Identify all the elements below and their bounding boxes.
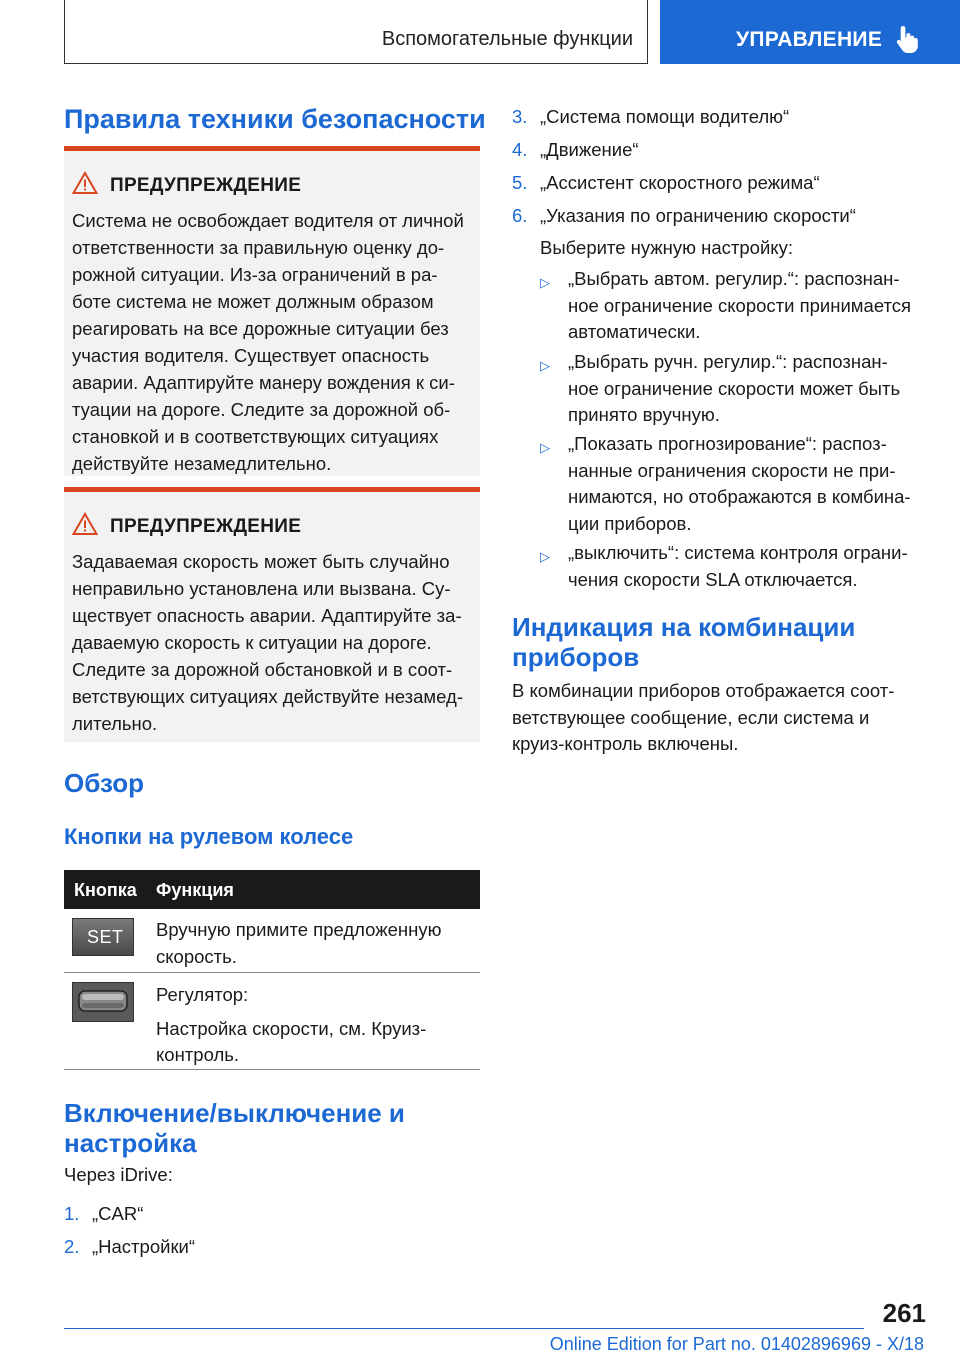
warning-line: аварии. Адаптируйте манеру вождения к си- [72, 372, 455, 393]
table-row [156, 982, 426, 1069]
set-button-image [72, 918, 134, 956]
warning-line: Система не освобождает водителя от личной [72, 210, 464, 231]
warning-triangle-icon [72, 512, 98, 536]
set-button-label: SET [87, 927, 124, 947]
list-number: 2. [64, 1236, 80, 1257]
table-cell-line: Регулятор: [156, 984, 249, 1005]
header-chapter-title: УПРАВЛЕНИЕ [736, 28, 883, 51]
table-cell-line: контроль. [156, 1044, 240, 1065]
option-line: нимаются, но отображаются в комбина- [568, 486, 911, 507]
list-number: 1. [64, 1203, 80, 1224]
warning-line: даваемую скорость к ситуации на дороге. [72, 632, 432, 653]
warning-line: туации на дороге. Следите за дорожной об- [72, 399, 451, 420]
rocker-switch-image [72, 982, 134, 1022]
display-line: В комбинации приборов отображается соот- [512, 680, 895, 701]
option-line: ции приборов. [568, 512, 692, 534]
display-line: ветствующее сообщение, если система и [512, 706, 870, 728]
warning-line: реагировать на все дорожные ситуации без [72, 318, 449, 339]
header-chapter-tab [660, 0, 960, 64]
option-item [540, 431, 940, 537]
list-text: „Система помощи водителю“ [540, 106, 790, 127]
warning-line: ответственности за правильную оценку до- [72, 237, 445, 258]
footer-edition: Online Edition for Part no. 01402896969 - X/18 [549, 1334, 924, 1354]
display-text [512, 678, 894, 758]
warning-text [72, 207, 478, 477]
table-header-function: Функция [156, 880, 234, 900]
list-item [512, 170, 820, 197]
table-cell-line: скорость. [156, 945, 237, 967]
option-line: принято вручную. [568, 404, 720, 425]
option-line: автоматически. [568, 321, 701, 342]
table-header-button: Кнопка [74, 880, 137, 900]
setup-title-line: Включение/выключение и [64, 1098, 405, 1128]
choose-setting: Выберите нужную настройку: [540, 237, 793, 258]
warning-line: неправильно установлена или вызвана. Су- [72, 578, 451, 599]
table-divider [64, 1069, 480, 1070]
list-number: 4. [512, 139, 528, 160]
option-line: „выключить“: система контроля ограни- [568, 542, 908, 563]
option-item [540, 540, 940, 593]
rocker-switch-icon [73, 983, 133, 1021]
setup-title [64, 1098, 405, 1158]
page-number: 261 [882, 1298, 926, 1328]
table-row [156, 917, 441, 970]
list-number: 5. [512, 172, 528, 193]
option-line: нанные ограничения скорости не при- [568, 459, 896, 481]
header-section-tab [64, 0, 648, 64]
list-number: 6. [512, 205, 528, 226]
warning-line: Следите за дорожной обстановкой и в соот- [72, 659, 453, 680]
table-header [64, 870, 480, 909]
warning-line: ветствующих ситуациях действуйте незамед- [72, 686, 463, 707]
setup-title-line: настройка [64, 1128, 197, 1158]
option-line: „Выбрать ручн. регулир.“: распознан- [568, 351, 888, 372]
list-text: „CAR“ [92, 1203, 144, 1224]
overview-title: Обзор [64, 768, 144, 798]
table-cell-line: Вручную примите предложенную [156, 919, 442, 940]
list-number: 3. [512, 106, 528, 127]
warning-line: действуйте незамедлительно. [72, 453, 332, 474]
display-line: круиз-контроль включены. [512, 733, 739, 754]
option-line: „Выбрать автом. регулир.“: распознан- [568, 268, 900, 289]
safety-title: Правила техники безопасности [64, 104, 486, 134]
header-section-title: Вспомогательные функции [381, 28, 633, 50]
list-text: „Движение“ [540, 139, 639, 160]
triangle-bullet-icon: ▷ [540, 440, 550, 455]
overview-subtitle: Кнопки на рулевом колесе [64, 824, 354, 849]
list-text: „Настройки“ [92, 1236, 196, 1257]
list-item [512, 137, 639, 164]
warning-line: ществует опасность аварии. Адаптируйте за- [72, 605, 462, 626]
warning-line: лительно. [72, 713, 158, 734]
warning-line: боте система не может должным образом [72, 291, 434, 312]
list-item [64, 1201, 144, 1228]
option-item [540, 266, 940, 346]
warning-box-1 [64, 146, 480, 476]
table-divider [64, 972, 480, 973]
hand-pointer-icon [896, 24, 922, 54]
list-item [512, 203, 856, 230]
table-cell-line: Настройка скорости, см. Круиз- [156, 1017, 427, 1039]
triangle-bullet-icon: ▷ [540, 275, 550, 290]
warning-box-2 [64, 487, 480, 742]
warning-line: рожной ситуации. Из-за ограничений в ра- [72, 264, 438, 285]
option-line: ное ограничение скорости может быть [568, 377, 901, 399]
warning-label: ПРЕДУПРЕЖДЕНИЕ [110, 175, 302, 196]
warning-text [72, 548, 478, 737]
warning-line: Задаваемая скорость может быть случайно [72, 551, 450, 572]
warning-triangle-icon [72, 171, 98, 195]
display-title [512, 612, 855, 672]
list-item [512, 104, 790, 131]
list-text: „Ассистент скоростного режима“ [540, 172, 820, 193]
warning-line: становкой и в соответствующих ситуациях [72, 426, 439, 447]
display-title-line: Индикация на комбинации [512, 612, 856, 642]
list-text: „Указания по ограничению скорости“ [540, 205, 856, 226]
warning-line: участия водителя. Существует опасность [72, 345, 430, 366]
option-item [540, 349, 940, 429]
display-title-line: приборов [512, 642, 640, 672]
warning-label: ПРЕДУПРЕЖДЕНИЕ [110, 516, 302, 537]
setup-intro: Через iDrive: [64, 1164, 173, 1185]
triangle-bullet-icon: ▷ [540, 549, 550, 564]
triangle-bullet-icon: ▷ [540, 358, 550, 373]
option-line: ное ограничение скорости принимается [568, 294, 912, 316]
footer-divider [64, 1328, 864, 1329]
list-item [64, 1234, 196, 1261]
option-line: чения скорости SLA отключается. [568, 568, 858, 590]
option-line: „Показать прогнозирование“: распоз- [568, 433, 887, 454]
